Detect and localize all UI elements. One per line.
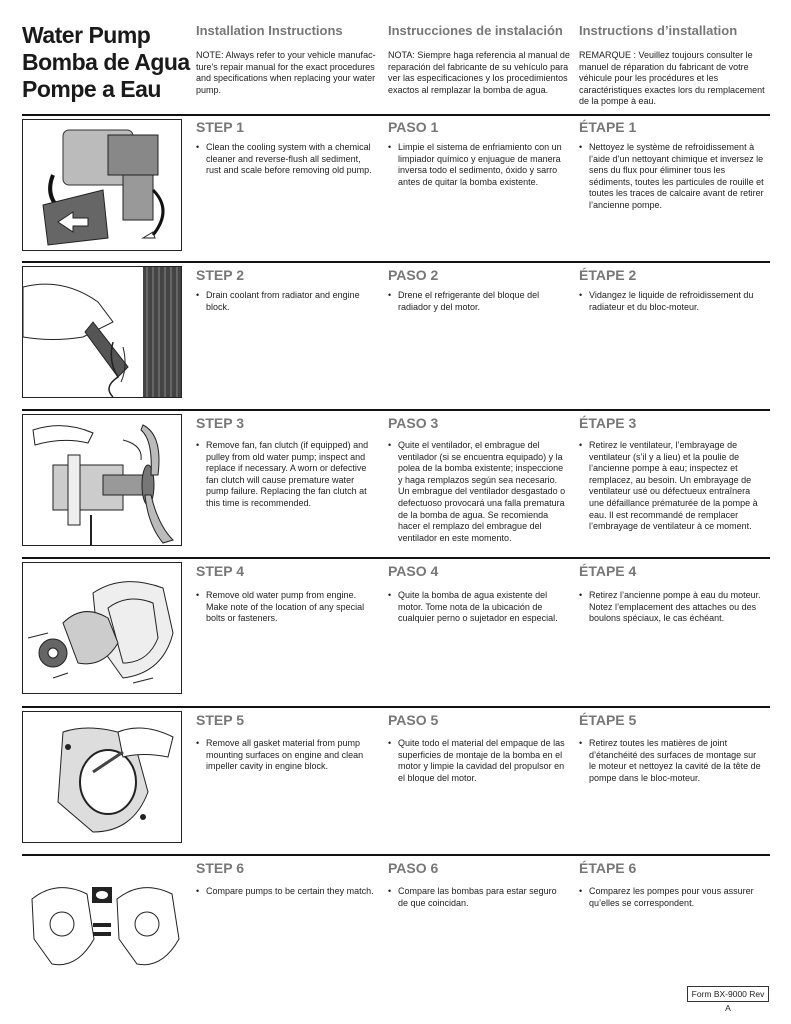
heading-spanish: Instrucciones de instalación: [388, 23, 563, 38]
step-3-heading-english: STEP 3: [196, 415, 244, 431]
step-3-heading-french: ÉTAPE 3: [579, 415, 637, 431]
step-4-text-spanish: • Quite la bomba de agua existente del motor. Tome nota de la ubicación de cualquier perno o sujetador en especial.: [388, 590, 566, 625]
step-2-heading-spanish: PASO 2: [388, 267, 439, 283]
step-1-heading-english: STEP 1: [196, 119, 244, 135]
step-6-heading-english: STEP 6: [196, 860, 244, 876]
step-1-heading-french: ÉTAPE 1: [579, 119, 637, 135]
heading-english: Installation Instructions: [196, 23, 343, 38]
step-3-heading-spanish: PASO 3: [388, 415, 439, 431]
step-2-heading-french: ÉTAPE 2: [579, 267, 637, 283]
step-5-heading-english: STEP 5: [196, 712, 244, 728]
step-2-heading-english: STEP 2: [196, 267, 244, 283]
step-2-text-english: • Drain coolant from radiator and engine block.: [196, 290, 382, 313]
divider: [22, 706, 770, 708]
step-3-text-english: • Remove fan, fan clutch (if equipped) and pulley from old water pump; inspect and replace if necessary. A worn or defective fan clutch will cause premature water pump failure. Replacing the fan clutch at this time is recommended.: [196, 440, 374, 510]
clean-cooling-system-illustration: [22, 119, 182, 251]
step-2-text-french: • Vidangez le liquide de refroidissement du radiateur et du bloc-moteur.: [579, 290, 765, 313]
step-2-text-spanish: • Drene el refrigerante del bloque del radiador y del motor.: [388, 290, 566, 313]
step-3-text-french: • Retirez le ventilateur, l’embrayage de ventilateur (s’il y a lieu) et la poulie de l’ancienne pompe à eau; inspectez et remplacez, au besoin. Un embrayage de ventilateur usé ou défectueux entraînera une défaillance prématurée de la pompe à eau. Il est recommandé de remplacer l’embrayage de ventilateur à ce moment.: [579, 440, 765, 533]
step-5-heading-french: ÉTAPE 5: [579, 712, 637, 728]
step-4-heading-english: STEP 4: [196, 563, 244, 579]
compare-pumps-illustration: [22, 859, 180, 989]
step-4-heading-french: ÉTAPE 4: [579, 563, 637, 579]
note-english: NOTE: Always refer to your vehicle manufac-ture's repair manual for the exact procedures and specifications when replacing your water pump.: [196, 50, 376, 95]
step-5-text-english: • Remove all gasket material from pump mounting surfaces on engine and clean impeller cavity in engine block.: [196, 738, 374, 773]
remove-water-pump-illustration: [22, 562, 182, 694]
note-french: REMARQUE : Veuillez toujours consulter le manuel de réparation du fabricant de votre véhicule pour les procédures et les caractéristiques exactes lors du remplacement de la pompe à eau.: [579, 50, 765, 107]
drain-coolant-illustration: [22, 266, 182, 398]
step-6-text-french: • Comparez les pompes pour vous assurer qu’elles se correspondent.: [579, 886, 765, 909]
form-number: Form BX-9000 Rev A: [687, 986, 769, 1002]
title-english: Water Pump: [22, 22, 151, 48]
step-5-text-spanish: • Quite todo el material del empaque de las superficies de montaje de la bomba en el motor y limpie la cavidad del propulsor en el bloque del motor.: [388, 738, 566, 784]
step-6-heading-french: ÉTAPE 6: [579, 860, 637, 876]
step-6-text-english: • Compare pumps to be certain they match.: [196, 886, 374, 898]
remove-gasket-illustration: [22, 711, 182, 843]
remove-fan-clutch-illustration: [22, 414, 182, 546]
step-1-text-french: • Nettoyez le système de refroidissement à l’aide d’un nettoyant chimique et inversez le sens du flux pour éliminer tous les sédiments, toutes les particules de rouille et toutes les traces de calcaire avant de retirer l’ancienne pompe.: [579, 142, 765, 212]
step-4-text-french: • Retirez l’ancienne pompe à eau du moteur. Notez l’emplacement des attaches ou des boulons spéciaux, le cas échéant.: [579, 590, 765, 625]
note-spanish: NOTA: Siempre haga referencia al manual de reparación del fabricante de su vehículo para ver las especificaciones y los procedimientos exactos al remplazar la bomba de agua.: [388, 50, 570, 95]
divider: [22, 114, 770, 116]
divider: [22, 854, 770, 856]
step-6-heading-spanish: PASO 6: [388, 860, 439, 876]
divider: [22, 261, 770, 263]
step-5-text-french: • Retirez toutes les matières de joint d’étanchéité des surfaces de montage sur le moteur et nettoyez la cavité de la tête de pompe dans le bloc-moteur.: [579, 738, 765, 784]
step-4-heading-spanish: PASO 4: [388, 563, 439, 579]
heading-french: Instructions d’installation: [579, 23, 738, 38]
step-1-heading-spanish: PASO 1: [388, 119, 439, 135]
title-spanish: Bomba de Agua: [22, 49, 190, 75]
document-title: [22, 22, 192, 103]
step-4-text-english: • Remove old water pump from engine. Make note of the location of any special bolts or fasteners.: [196, 590, 374, 625]
step-1-text-english: • Clean the cooling system with a chemical cleaner and reverse-flush all sediment, rust and scale before removing old pump.: [196, 142, 374, 177]
title-french: Pompe a Eau: [22, 76, 161, 102]
step-3-text-spanish: • Quite el ventilador, el embrague del ventilador (si se encuentra equipado) y la polea de la bomba existente; inspeccione y haga remplazos según sea necesario. Un embrague del ventilador desgastado o defectuoso provocará una falla prematura de la bomba de agua. Se recomienda hacer el remplazo del embrague del ventilador en este momento.: [388, 440, 566, 544]
divider: [22, 409, 770, 411]
step-1-text-spanish: • Limpie el sistema de enfriamiento con un limpiador químico y enjuague de manera inversa todo el sedimento, óxido y sarro antes de quitar la bomba existente.: [388, 142, 566, 188]
step-5-heading-spanish: PASO 5: [388, 712, 439, 728]
step-6-text-spanish: • Compare las bombas para estar seguro de que coincidan.: [388, 886, 566, 909]
divider: [22, 557, 770, 559]
